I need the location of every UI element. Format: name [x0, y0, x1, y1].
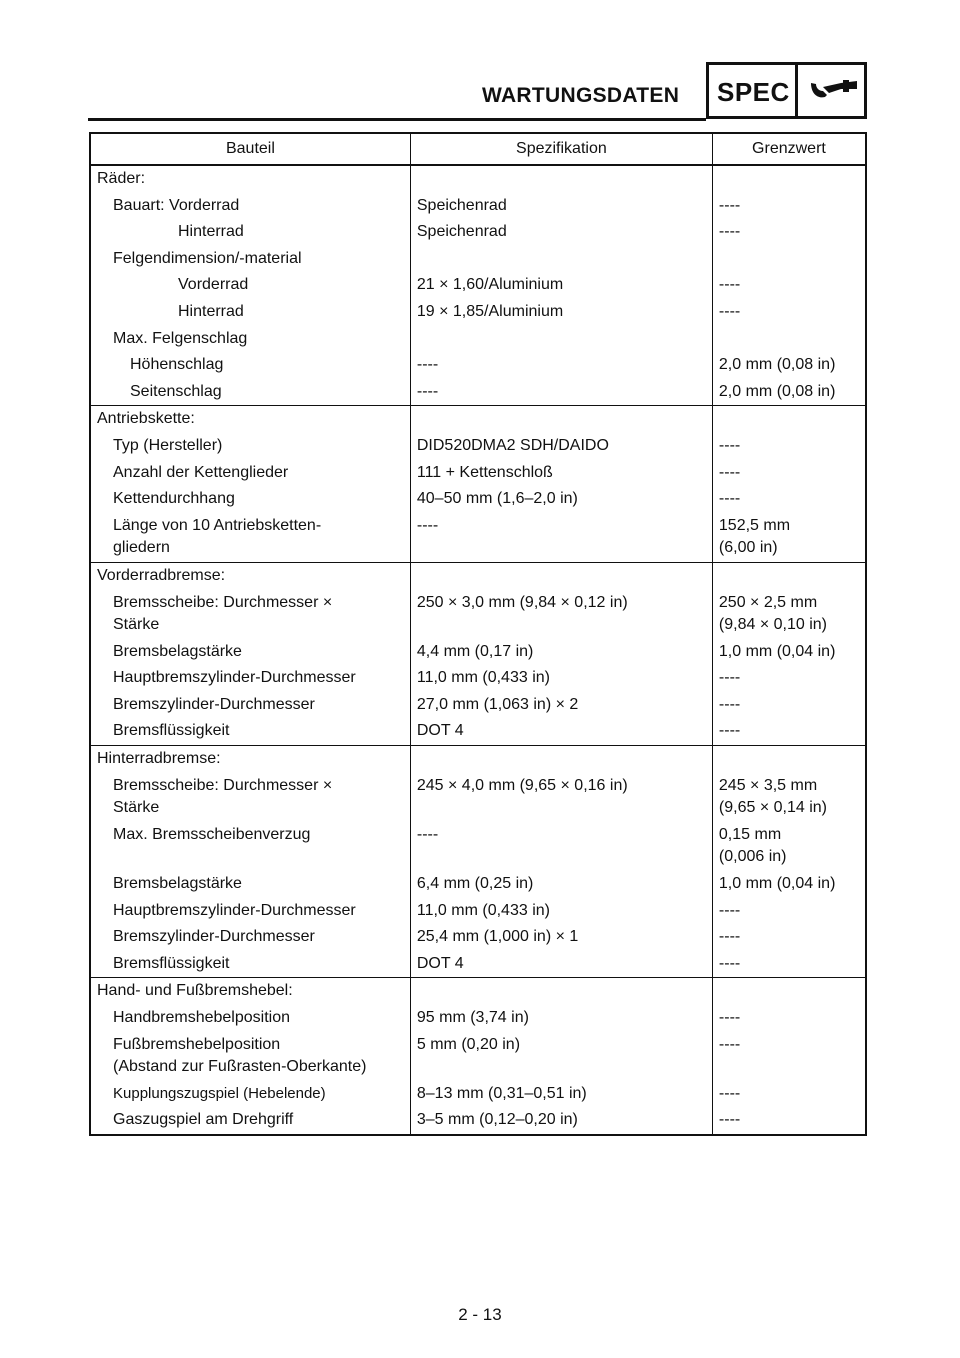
row-limit: ---- — [712, 924, 866, 951]
row-spec: 3–5 mm (0,12–0,20 in) — [410, 1107, 712, 1135]
row-spec — [410, 406, 712, 433]
table-row — [90, 822, 866, 871]
table-row — [90, 433, 866, 460]
row-limit — [712, 165, 866, 193]
row-item: Bremsflüssigkeit — [90, 718, 410, 745]
row-limit: 1,0 mm (0,04 in) — [712, 639, 866, 666]
row-item: Räder: — [90, 165, 410, 193]
row-limit: ---- — [712, 433, 866, 460]
row-item: Bremsbelagstärke — [90, 871, 410, 898]
row-limit: ---- — [712, 665, 866, 692]
row-spec: DID520DMA2 SDH/DAIDO — [410, 433, 712, 460]
row-limit: ---- — [712, 951, 866, 978]
row-item: Kettendurchhang — [90, 486, 410, 513]
table-row — [90, 871, 866, 898]
row-limit — [712, 326, 866, 353]
table-row — [90, 486, 866, 513]
row-spec: Speichenrad — [410, 193, 712, 220]
table-row — [90, 1081, 866, 1108]
row-spec — [410, 978, 712, 1005]
table-row — [90, 272, 866, 299]
row-item: Handbremshebelposition — [90, 1005, 410, 1032]
table-row — [90, 665, 866, 692]
row-limit: 152,5 mm (6,00 in) — [712, 513, 866, 563]
table-row — [90, 379, 866, 406]
table-row — [90, 692, 866, 719]
column-header: Spezifikation — [410, 133, 712, 165]
row-limit: ---- — [712, 486, 866, 513]
row-spec — [410, 326, 712, 353]
row-spec: 250 × 3,0 mm (9,84 × 0,12 in) — [410, 590, 712, 639]
row-limit — [712, 978, 866, 1005]
spec-group — [90, 746, 866, 978]
table-row — [90, 406, 866, 433]
row-spec: 11,0 mm (0,433 in) — [410, 665, 712, 692]
row-item: Hinterrad — [90, 299, 410, 326]
spec-group — [90, 406, 866, 563]
spec-table — [89, 132, 867, 1136]
row-spec: 25,4 mm (1,000 in) × 1 — [410, 924, 712, 951]
row-item: Vorderrad — [90, 272, 410, 299]
spec-group — [90, 562, 866, 745]
table-row — [90, 898, 866, 925]
row-limit — [712, 746, 866, 773]
page-number: 2 - 13 — [458, 1305, 502, 1324]
table-row — [90, 746, 866, 773]
table-row — [90, 1032, 866, 1081]
row-spec: 27,0 mm (1,063 in) × 2 — [410, 692, 712, 719]
spec-badge-label: SPEC — [717, 77, 790, 107]
row-spec: 21 × 1,60/Aluminium — [410, 272, 712, 299]
row-spec: 111 + Kettenschloß — [410, 460, 712, 487]
row-spec: Speichenrad — [410, 219, 712, 246]
column-header: Grenzwert — [712, 133, 866, 165]
row-item: Hauptbremszylinder-Durchmesser — [90, 898, 410, 925]
table-row — [90, 590, 866, 639]
row-spec: ---- — [410, 379, 712, 406]
table-row — [90, 219, 866, 246]
row-spec: 11,0 mm (0,433 in) — [410, 898, 712, 925]
row-spec: 19 × 1,85/Aluminium — [410, 299, 712, 326]
row-spec: 245 × 4,0 mm (9,65 × 0,16 in) — [410, 773, 712, 822]
row-item: Bremsflüssigkeit — [90, 951, 410, 978]
row-limit — [712, 246, 866, 273]
row-item: Fußbremshebelposition (Abstand zur Fußrasten-Oberkante) — [90, 1032, 410, 1081]
row-limit — [712, 562, 866, 589]
row-limit: ---- — [712, 898, 866, 925]
table-row — [90, 978, 866, 1005]
table-row — [90, 924, 866, 951]
row-limit: ---- — [712, 1032, 866, 1081]
spec-badge-divider — [795, 65, 798, 116]
row-spec: ---- — [410, 352, 712, 379]
row-limit: ---- — [712, 1107, 866, 1135]
spec-group — [90, 165, 866, 406]
row-item: Vorderradbremse: — [90, 562, 410, 589]
row-limit: ---- — [712, 1081, 866, 1108]
table-row — [90, 1107, 866, 1135]
row-item: Gaszugspiel am Drehgriff — [90, 1107, 410, 1135]
row-item: Hinterrad — [90, 219, 410, 246]
row-item: Kupplungszugspiel (Hebelende) — [90, 1081, 410, 1108]
row-spec: ---- — [410, 822, 712, 871]
row-spec: 4,4 mm (0,17 in) — [410, 639, 712, 666]
column-header: Bauteil — [90, 133, 410, 165]
table-row — [90, 193, 866, 220]
row-limit: 2,0 mm (0,08 in) — [712, 379, 866, 406]
row-item: Bremszylinder-Durchmesser — [90, 924, 410, 951]
row-limit: ---- — [712, 272, 866, 299]
spec-badge — [706, 62, 867, 119]
row-limit: 245 × 3,5 mm (9,65 × 0,14 in) — [712, 773, 866, 822]
page-title: WARTUNGSDATEN — [482, 84, 680, 107]
row-item: Hand- und Fußbremshebel: — [90, 978, 410, 1005]
row-spec: DOT 4 — [410, 718, 712, 745]
row-spec: ---- — [410, 513, 712, 563]
row-item: Bauart: Vorderrad — [90, 193, 410, 220]
table-header-row — [90, 133, 866, 165]
row-spec: 8–13 mm (0,31–0,51 in) — [410, 1081, 712, 1108]
row-limit — [712, 406, 866, 433]
table-row — [90, 246, 866, 273]
row-item: Bremsbelagstärke — [90, 639, 410, 666]
row-limit: ---- — [712, 1005, 866, 1032]
row-item: Hinterradbremse: — [90, 746, 410, 773]
row-spec — [410, 746, 712, 773]
table-row — [90, 951, 866, 978]
row-item: Bremsscheibe: Durchmesser × Stärke — [90, 590, 410, 639]
row-limit: ---- — [712, 718, 866, 745]
table-row — [90, 718, 866, 745]
row-item: Antriebskette: — [90, 406, 410, 433]
row-limit: 250 × 2,5 mm (9,84 × 0,10 in) — [712, 590, 866, 639]
table-row — [90, 326, 866, 353]
table-row — [90, 773, 866, 822]
table-row — [90, 165, 866, 193]
row-item: Höhenschlag — [90, 352, 410, 379]
row-limit: ---- — [712, 193, 866, 220]
row-spec: DOT 4 — [410, 951, 712, 978]
row-limit: ---- — [712, 219, 866, 246]
row-spec — [410, 562, 712, 589]
row-item: Bremszylinder-Durchmesser — [90, 692, 410, 719]
row-limit: ---- — [712, 299, 866, 326]
table-row — [90, 299, 866, 326]
row-item: Typ (Hersteller) — [90, 433, 410, 460]
row-spec — [410, 165, 712, 193]
row-item: Felgendimension/-material — [90, 246, 410, 273]
table-row — [90, 352, 866, 379]
row-limit: 1,0 mm (0,04 in) — [712, 871, 866, 898]
table-row — [90, 460, 866, 487]
row-limit: 0,15 mm (0,006 in) — [712, 822, 866, 871]
row-item: Bremsscheibe: Durchmesser × Stärke — [90, 773, 410, 822]
row-spec: 40–50 mm (1,6–2,0 in) — [410, 486, 712, 513]
table-row — [90, 562, 866, 589]
row-limit: 2,0 mm (0,08 in) — [712, 352, 866, 379]
row-spec: 6,4 mm (0,25 in) — [410, 871, 712, 898]
row-item: Seitenschlag — [90, 379, 410, 406]
table-row — [90, 513, 866, 563]
row-item: Anzahl der Kettenglieder — [90, 460, 410, 487]
row-item: Max. Bremsscheibenverzug — [90, 822, 410, 871]
wrench-icon — [807, 77, 859, 105]
row-spec: 95 mm (3,74 in) — [410, 1005, 712, 1032]
spec-group — [90, 978, 866, 1135]
row-spec — [410, 246, 712, 273]
table-row — [90, 639, 866, 666]
row-item: Max. Felgenschlag — [90, 326, 410, 353]
row-limit: ---- — [712, 692, 866, 719]
table-row — [90, 1005, 866, 1032]
row-item: Länge von 10 Antriebsketten- gliedern — [90, 513, 410, 563]
row-item: Hauptbremszylinder-Durchmesser — [90, 665, 410, 692]
row-spec: 5 mm (0,20 in) — [410, 1032, 712, 1081]
row-limit: ---- — [712, 460, 866, 487]
header-rule — [88, 118, 706, 121]
